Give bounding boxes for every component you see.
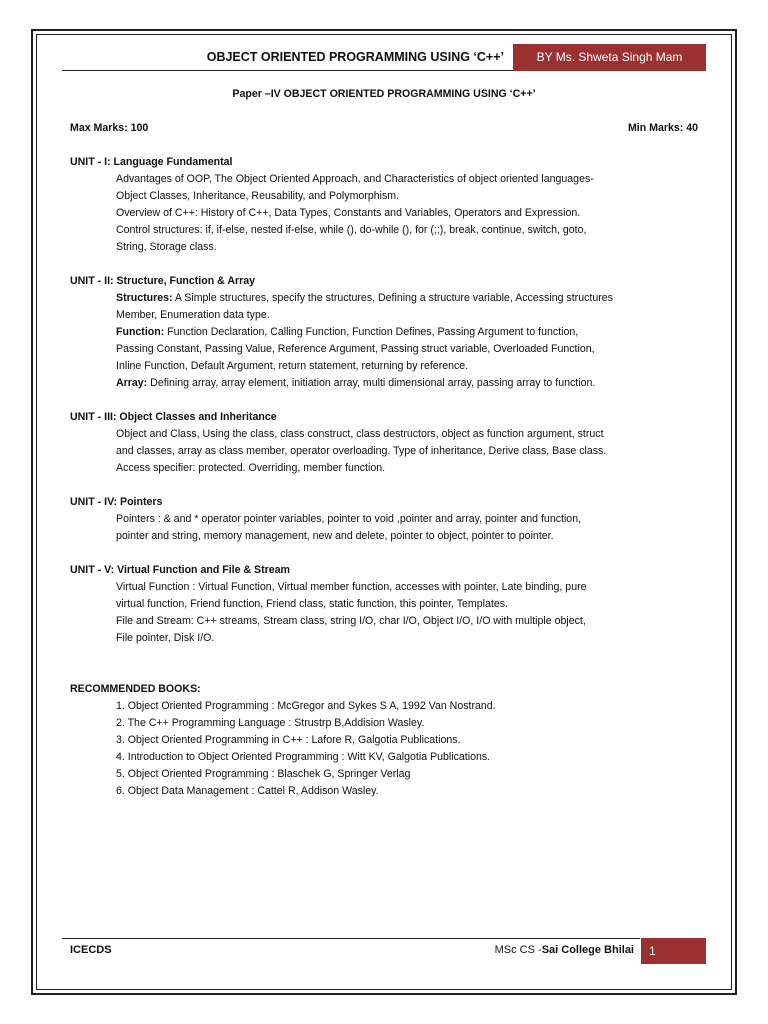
book-item: 4. Introduction to Object Oriented Programming : Witt KV, Galgotia Publications. [116, 751, 491, 763]
unit-line: Structures: A Simple structures, specify the structures, Defining a structure variable, Accessing structures [116, 292, 613, 304]
structures-label: Structures: [116, 292, 173, 304]
header-title: OBJECT ORIENTED PROGRAMMING USING ‘C++’ [206, 50, 504, 64]
book-item: 6. Object Data Management : Cattel R, Addison Wasley. [116, 785, 379, 797]
unit-line: Control structures: if, if-else, nested if-else, while (), do-while (), for (;;), break, continue, switch, goto, [116, 224, 587, 236]
page-number: 1 [641, 938, 706, 964]
unit-1 [70, 154, 698, 256]
unit-heading: UNIT - V: Virtual Function and File & Stream [70, 564, 290, 576]
unit-heading: UNIT - IV: Pointers [70, 496, 163, 508]
marks-row [70, 120, 698, 137]
syllabus-content [70, 86, 698, 800]
unit-line: pointer and string, memory management, new and delete, pointer to object, pointer to pointer. [116, 530, 554, 542]
unit-line: Advantages of OOP, The Object Oriented Approach, and Characteristics of object oriented languages- [116, 173, 594, 185]
unit-line: Virtual Function : Virtual Function, Virtual member function, accesses with pointer, Late binding, pure [116, 581, 587, 593]
function-label: Function: [116, 326, 165, 338]
unit-line: Passing Constant, Passing Value, Reference Argument, Passing struct variable, Overloaded Function, [116, 343, 595, 355]
book-item: 3. Object Oriented Programming in C++ : Lafore R, Galgotia Publications. [116, 734, 461, 746]
unit-4 [70, 494, 698, 545]
book-item: 2. The C++ Programming Language : Strustrp B,Addision Wasley. [116, 717, 425, 729]
unit-line: and classes, array as class member, operator overloading. Type of inheritance, Derive class, Base class. [116, 445, 607, 457]
unit-line: String, Storage class. [116, 241, 217, 253]
header-rule [62, 70, 513, 71]
unit-line: Object Classes, Inheritance, Reusability, and Polymorphism. [116, 190, 400, 202]
book-item: 1. Object Oriented Programming : McGregor and Sykes S A, 1992 Van Nostrand. [116, 700, 496, 712]
unit-line: Overview of C++: History of C++, Data Types, Constants and Variables, Operators and Expression. [116, 207, 581, 219]
unit-2 [70, 273, 698, 392]
recommended-books [70, 681, 698, 800]
unit-line: File and Stream: C++ streams, Stream class, string I/O, char I/O, Object I/O, I/O with multiple object, [116, 615, 586, 627]
book-item: 5. Object Oriented Programming : Blaschek G, Springer Verlag [116, 768, 411, 780]
footer-left: ICECDS [70, 944, 112, 956]
unit-heading: UNIT - II: Structure, Function & Array [70, 275, 256, 287]
unit-line: Inline Function, Default Argument, return statement, returning by reference. [116, 360, 469, 372]
min-marks: Min Marks: 40 [627, 122, 698, 134]
unit-line: File pointer, Disk I/O. [116, 632, 215, 644]
unit-line: Object and Class, Using the class, class construct, class destructors, object as function argument, struct [116, 428, 604, 440]
footer-rule [62, 938, 640, 939]
unit-3 [70, 409, 698, 477]
footer-right: MSc CS -Sai College Bhilai [494, 944, 634, 956]
unit-line: virtual function, Friend function, Friend class, static function, this pointer, Templates. [116, 598, 508, 610]
unit-line: Pointers : & and * operator pointer variables, pointer to void ,pointer and array, pointer and function, [116, 513, 582, 525]
books-heading: RECOMMENDED BOOKS: [70, 683, 201, 695]
unit-heading: UNIT - III: Object Classes and Inheritance [70, 411, 277, 423]
unit-5 [70, 562, 698, 647]
unit-line: Array: Defining array, array element, initiation array, multi dimensional array, passing array to function. [116, 377, 596, 389]
unit-heading: UNIT - I: Language Fundamental [70, 156, 233, 168]
array-label: Array: [116, 377, 148, 389]
header-author-badge: BY Ms. Shweta Singh Mam [513, 44, 706, 71]
max-marks: Max Marks: 100 [70, 122, 149, 134]
unit-line: Access specifier: protected. Overriding, member function. [116, 462, 386, 474]
unit-line: Function: Function Declaration, Calling Function, Function Defines, Passing Argument to function, [116, 326, 579, 338]
paper-title: Paper –IV OBJECT ORIENTED PROGRAMMING USING ‘C++’ [232, 88, 536, 100]
unit-line: Member, Enumeration data type. [116, 309, 270, 321]
